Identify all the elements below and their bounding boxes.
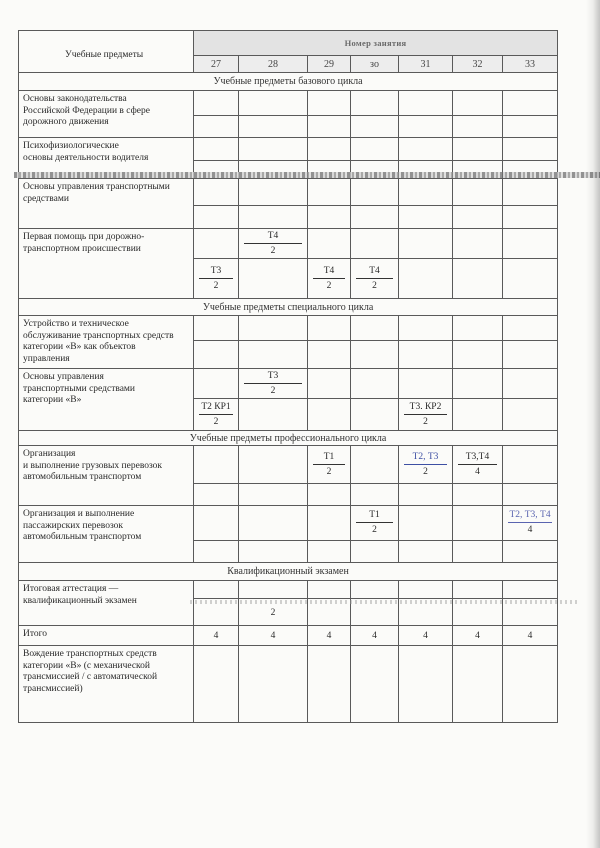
lesson-cell bbox=[503, 341, 558, 369]
lesson-cell bbox=[399, 646, 453, 723]
lesson-cell bbox=[194, 206, 239, 229]
topic-label: Т1 bbox=[356, 510, 393, 523]
lesson-cell bbox=[351, 446, 399, 484]
lesson-cell bbox=[399, 599, 453, 626]
lesson-cell bbox=[308, 626, 351, 646]
lesson-cell bbox=[194, 229, 239, 259]
subject-row bbox=[19, 446, 558, 484]
lesson-cell bbox=[399, 581, 453, 599]
lesson-number: 31 bbox=[399, 56, 453, 73]
schedule-body bbox=[19, 73, 558, 723]
lesson-cell bbox=[399, 541, 453, 563]
schedule-table bbox=[18, 30, 558, 723]
hours-value: 2 bbox=[270, 607, 276, 618]
section-row bbox=[19, 563, 558, 581]
lesson-cell bbox=[351, 646, 399, 723]
lesson-cell bbox=[239, 206, 308, 229]
lesson-cell bbox=[503, 138, 558, 161]
header-row bbox=[19, 31, 558, 56]
lesson-cell bbox=[351, 541, 399, 563]
lesson-cell bbox=[503, 229, 558, 259]
hours-value: 2 bbox=[423, 466, 428, 477]
subject-row bbox=[19, 369, 558, 399]
lesson-cell bbox=[308, 91, 351, 116]
lesson-cell bbox=[351, 369, 399, 399]
lesson-cell bbox=[503, 581, 558, 599]
subject-row bbox=[19, 626, 558, 646]
lesson-cell bbox=[308, 179, 351, 206]
hours-value: 2 bbox=[270, 385, 276, 396]
subject-name: Организация и выполнение грузовых перевозок автомобильным транспортом bbox=[19, 446, 194, 506]
lesson-cell bbox=[308, 506, 351, 541]
lesson-number: 27 bbox=[194, 56, 239, 73]
lesson-cell bbox=[399, 446, 453, 484]
lesson-cell bbox=[308, 541, 351, 563]
lesson-cell bbox=[503, 599, 558, 626]
lesson-cell bbox=[194, 599, 239, 626]
lesson-cell bbox=[239, 484, 308, 506]
lesson-cell bbox=[239, 116, 308, 138]
lesson-cell bbox=[308, 646, 351, 723]
hours-value: 2 bbox=[423, 416, 428, 427]
hours-value: 2 bbox=[270, 245, 276, 256]
topic-label: Т3. КР2 bbox=[404, 402, 447, 415]
lesson-cell bbox=[399, 316, 453, 341]
subject-row bbox=[19, 646, 558, 723]
lesson-cell bbox=[194, 484, 239, 506]
subjects-header: Учебные предметы bbox=[19, 31, 194, 73]
lesson-cell bbox=[308, 316, 351, 341]
lesson-cell bbox=[239, 316, 308, 341]
lesson-cell bbox=[351, 316, 399, 341]
lesson-cell bbox=[399, 484, 453, 506]
lesson-cell bbox=[239, 259, 308, 299]
lesson-cell bbox=[239, 599, 308, 626]
lesson-cell bbox=[351, 229, 399, 259]
lesson-cell bbox=[351, 399, 399, 431]
lesson-cell bbox=[503, 316, 558, 341]
lesson-cell bbox=[194, 626, 239, 646]
lesson-cell bbox=[308, 259, 351, 299]
lesson-cell bbox=[239, 179, 308, 206]
lesson-cell bbox=[399, 259, 453, 299]
lesson-cell bbox=[239, 341, 308, 369]
lesson-cell bbox=[194, 91, 239, 116]
lesson-cell bbox=[503, 161, 558, 179]
lesson-cell bbox=[308, 206, 351, 229]
lesson-cell bbox=[503, 179, 558, 206]
lesson-cell bbox=[453, 116, 503, 138]
hours-value: 4 bbox=[270, 631, 276, 641]
lesson-cell bbox=[399, 206, 453, 229]
subject-row bbox=[19, 316, 558, 341]
section-title: Учебные предметы специального цикла bbox=[19, 299, 558, 316]
lesson-cell bbox=[308, 161, 351, 179]
subject-name: Основы управления транспортными средствами bbox=[19, 179, 194, 229]
lesson-cell bbox=[308, 581, 351, 599]
lesson-cell bbox=[351, 484, 399, 506]
topic-label: Т4 bbox=[244, 231, 302, 244]
lesson-cell bbox=[453, 599, 503, 626]
hours-value: 4 bbox=[372, 631, 377, 641]
lesson-cell bbox=[453, 646, 503, 723]
lesson-cell bbox=[351, 91, 399, 116]
topic-label: Т2, Т3 bbox=[404, 452, 447, 465]
lesson-cell bbox=[503, 626, 558, 646]
lesson-cell bbox=[239, 399, 308, 431]
hours-value: 2 bbox=[372, 280, 377, 291]
lesson-cell bbox=[308, 229, 351, 259]
table-header bbox=[19, 31, 558, 73]
lesson-cell bbox=[453, 138, 503, 161]
lesson-cell bbox=[453, 506, 503, 541]
section-title: Учебные предметы базового цикла bbox=[19, 73, 558, 91]
lesson-cell bbox=[351, 259, 399, 299]
subject-name: Первая помощь при дорожно- транспортном происшествии bbox=[19, 229, 194, 299]
lesson-cell bbox=[399, 116, 453, 138]
subject-name: Основы законодательства Российской Федерации в сфере дорожного движения bbox=[19, 91, 194, 138]
lesson-cell bbox=[351, 581, 399, 599]
lesson-cell bbox=[194, 161, 239, 179]
lesson-cell bbox=[308, 446, 351, 484]
lesson-cell bbox=[453, 259, 503, 299]
page-edge-shadow bbox=[586, 0, 600, 848]
lesson-cell bbox=[503, 446, 558, 484]
lesson-cell bbox=[503, 506, 558, 541]
subject-row bbox=[19, 506, 558, 541]
lesson-number: 29 bbox=[308, 56, 351, 73]
hours-value: 4 bbox=[527, 631, 533, 641]
lesson-cell bbox=[351, 626, 399, 646]
section-title: Учебные предметы профессионального цикла bbox=[19, 431, 558, 446]
section-row bbox=[19, 299, 558, 316]
lesson-number: 32 bbox=[453, 56, 503, 73]
lesson-cell bbox=[399, 179, 453, 206]
lesson-cell bbox=[453, 316, 503, 341]
lesson-cell bbox=[399, 506, 453, 541]
lesson-cell bbox=[308, 599, 351, 626]
lesson-cell bbox=[453, 484, 503, 506]
lesson-cell bbox=[194, 316, 239, 341]
lesson-cell bbox=[351, 116, 399, 138]
lesson-cell bbox=[503, 369, 558, 399]
topic-label: Т3,Т4 bbox=[458, 452, 497, 465]
lesson-cell bbox=[239, 581, 308, 599]
lesson-cell bbox=[503, 206, 558, 229]
lesson-number: 28 bbox=[239, 56, 308, 73]
lesson-cell bbox=[194, 581, 239, 599]
lesson-cell bbox=[239, 138, 308, 161]
lesson-cell bbox=[453, 206, 503, 229]
lesson-cell bbox=[503, 484, 558, 506]
subject-row bbox=[19, 581, 558, 599]
lesson-cell bbox=[194, 341, 239, 369]
lesson-number: 33 bbox=[503, 56, 558, 73]
subject-name: Психофизиологические основы деятельности водителя bbox=[19, 138, 194, 179]
lesson-cell bbox=[453, 229, 503, 259]
lesson-cell bbox=[239, 161, 308, 179]
lesson-cell bbox=[194, 399, 239, 431]
lesson-cell bbox=[308, 484, 351, 506]
section-row bbox=[19, 431, 558, 446]
lesson-cell bbox=[453, 341, 503, 369]
lesson-cell bbox=[453, 369, 503, 399]
hours-value: 2 bbox=[326, 466, 332, 477]
lesson-cell bbox=[351, 206, 399, 229]
lesson-cell bbox=[351, 599, 399, 626]
lesson-cell bbox=[453, 626, 503, 646]
lesson-cell bbox=[194, 138, 239, 161]
lesson-cell bbox=[503, 91, 558, 116]
topic-label: Т4 bbox=[356, 266, 393, 279]
lesson-cell bbox=[503, 646, 558, 723]
lesson-cell bbox=[239, 646, 308, 723]
hours-value: 4 bbox=[326, 631, 332, 641]
section-row bbox=[19, 73, 558, 91]
subject-name: Устройство и техническое обслуживание транспортных средств категории «В» как объектов управления bbox=[19, 316, 194, 369]
topic-label: Т2, Т3, Т4 bbox=[508, 510, 552, 523]
lesson-cell bbox=[399, 399, 453, 431]
lesson-cell bbox=[399, 229, 453, 259]
lesson-number-header: Номер занятия bbox=[194, 31, 558, 56]
lesson-cell bbox=[351, 161, 399, 179]
lesson-cell bbox=[194, 446, 239, 484]
lesson-cell bbox=[239, 541, 308, 563]
lesson-cell bbox=[453, 446, 503, 484]
lesson-cell bbox=[308, 369, 351, 399]
lesson-cell bbox=[399, 341, 453, 369]
hours-value: 2 bbox=[213, 416, 219, 427]
hours-value: 4 bbox=[213, 631, 219, 641]
lesson-cell bbox=[308, 341, 351, 369]
lesson-cell bbox=[194, 541, 239, 563]
lesson-cell bbox=[453, 581, 503, 599]
lesson-cell bbox=[351, 341, 399, 369]
lesson-cell bbox=[453, 91, 503, 116]
lesson-cell bbox=[194, 116, 239, 138]
lesson-cell bbox=[239, 369, 308, 399]
lesson-cell bbox=[399, 138, 453, 161]
lesson-cell bbox=[453, 541, 503, 563]
hours-value: 4 bbox=[475, 466, 480, 477]
lesson-number: зо bbox=[351, 56, 399, 73]
lesson-cell bbox=[351, 506, 399, 541]
hours-value: 2 bbox=[213, 280, 219, 291]
hours-value: 4 bbox=[423, 631, 428, 641]
lesson-cell bbox=[399, 161, 453, 179]
subject-name: Основы управления транспортными средствами категории «В» bbox=[19, 369, 194, 431]
lesson-cell bbox=[453, 179, 503, 206]
lesson-cell bbox=[194, 646, 239, 723]
lesson-cell bbox=[239, 446, 308, 484]
lesson-cell bbox=[194, 179, 239, 206]
lesson-cell bbox=[351, 179, 399, 206]
lesson-cell bbox=[194, 506, 239, 541]
lesson-cell bbox=[194, 369, 239, 399]
subject-name: Вождение транспортных средств категории «В» (с механической трансмиссией / с автоматической трансмиссией) bbox=[19, 646, 194, 723]
lesson-cell bbox=[351, 138, 399, 161]
subject-row bbox=[19, 91, 558, 116]
topic-label: Т1 bbox=[313, 452, 345, 465]
lesson-cell bbox=[194, 259, 239, 299]
lesson-cell bbox=[399, 626, 453, 646]
lesson-cell bbox=[399, 369, 453, 399]
subject-name: Итоговая аттестация — квалификационный экзамен bbox=[19, 581, 194, 626]
hours-value: 2 bbox=[372, 525, 377, 535]
topic-label: Т4 bbox=[313, 266, 345, 279]
lesson-cell bbox=[503, 399, 558, 431]
topic-label: Т3 bbox=[199, 266, 233, 279]
topic-label: Т2 КР1 bbox=[199, 402, 233, 415]
section-title: Квалификационный экзамен bbox=[19, 563, 558, 581]
lesson-cell bbox=[308, 399, 351, 431]
hours-value: 4 bbox=[527, 525, 533, 535]
subject-name: Организация и выполнение пассажирских перевозок автомобильным транспортом bbox=[19, 506, 194, 563]
lesson-cell bbox=[239, 626, 308, 646]
topic-label: Т3 bbox=[244, 371, 302, 384]
lesson-cell bbox=[503, 116, 558, 138]
lesson-cell bbox=[239, 229, 308, 259]
hours-value: 2 bbox=[326, 280, 332, 291]
subject-row bbox=[19, 138, 558, 161]
subject-name: Итого bbox=[19, 626, 194, 646]
lesson-cell bbox=[239, 91, 308, 116]
subject-row bbox=[19, 229, 558, 259]
lesson-cell bbox=[308, 138, 351, 161]
lesson-cell bbox=[239, 506, 308, 541]
lesson-cell bbox=[399, 91, 453, 116]
hours-value: 4 bbox=[475, 631, 480, 641]
lesson-cell bbox=[308, 116, 351, 138]
lesson-cell bbox=[453, 161, 503, 179]
lesson-cell bbox=[503, 259, 558, 299]
subject-row bbox=[19, 179, 558, 206]
lesson-cell bbox=[503, 541, 558, 563]
lesson-cell bbox=[453, 399, 503, 431]
